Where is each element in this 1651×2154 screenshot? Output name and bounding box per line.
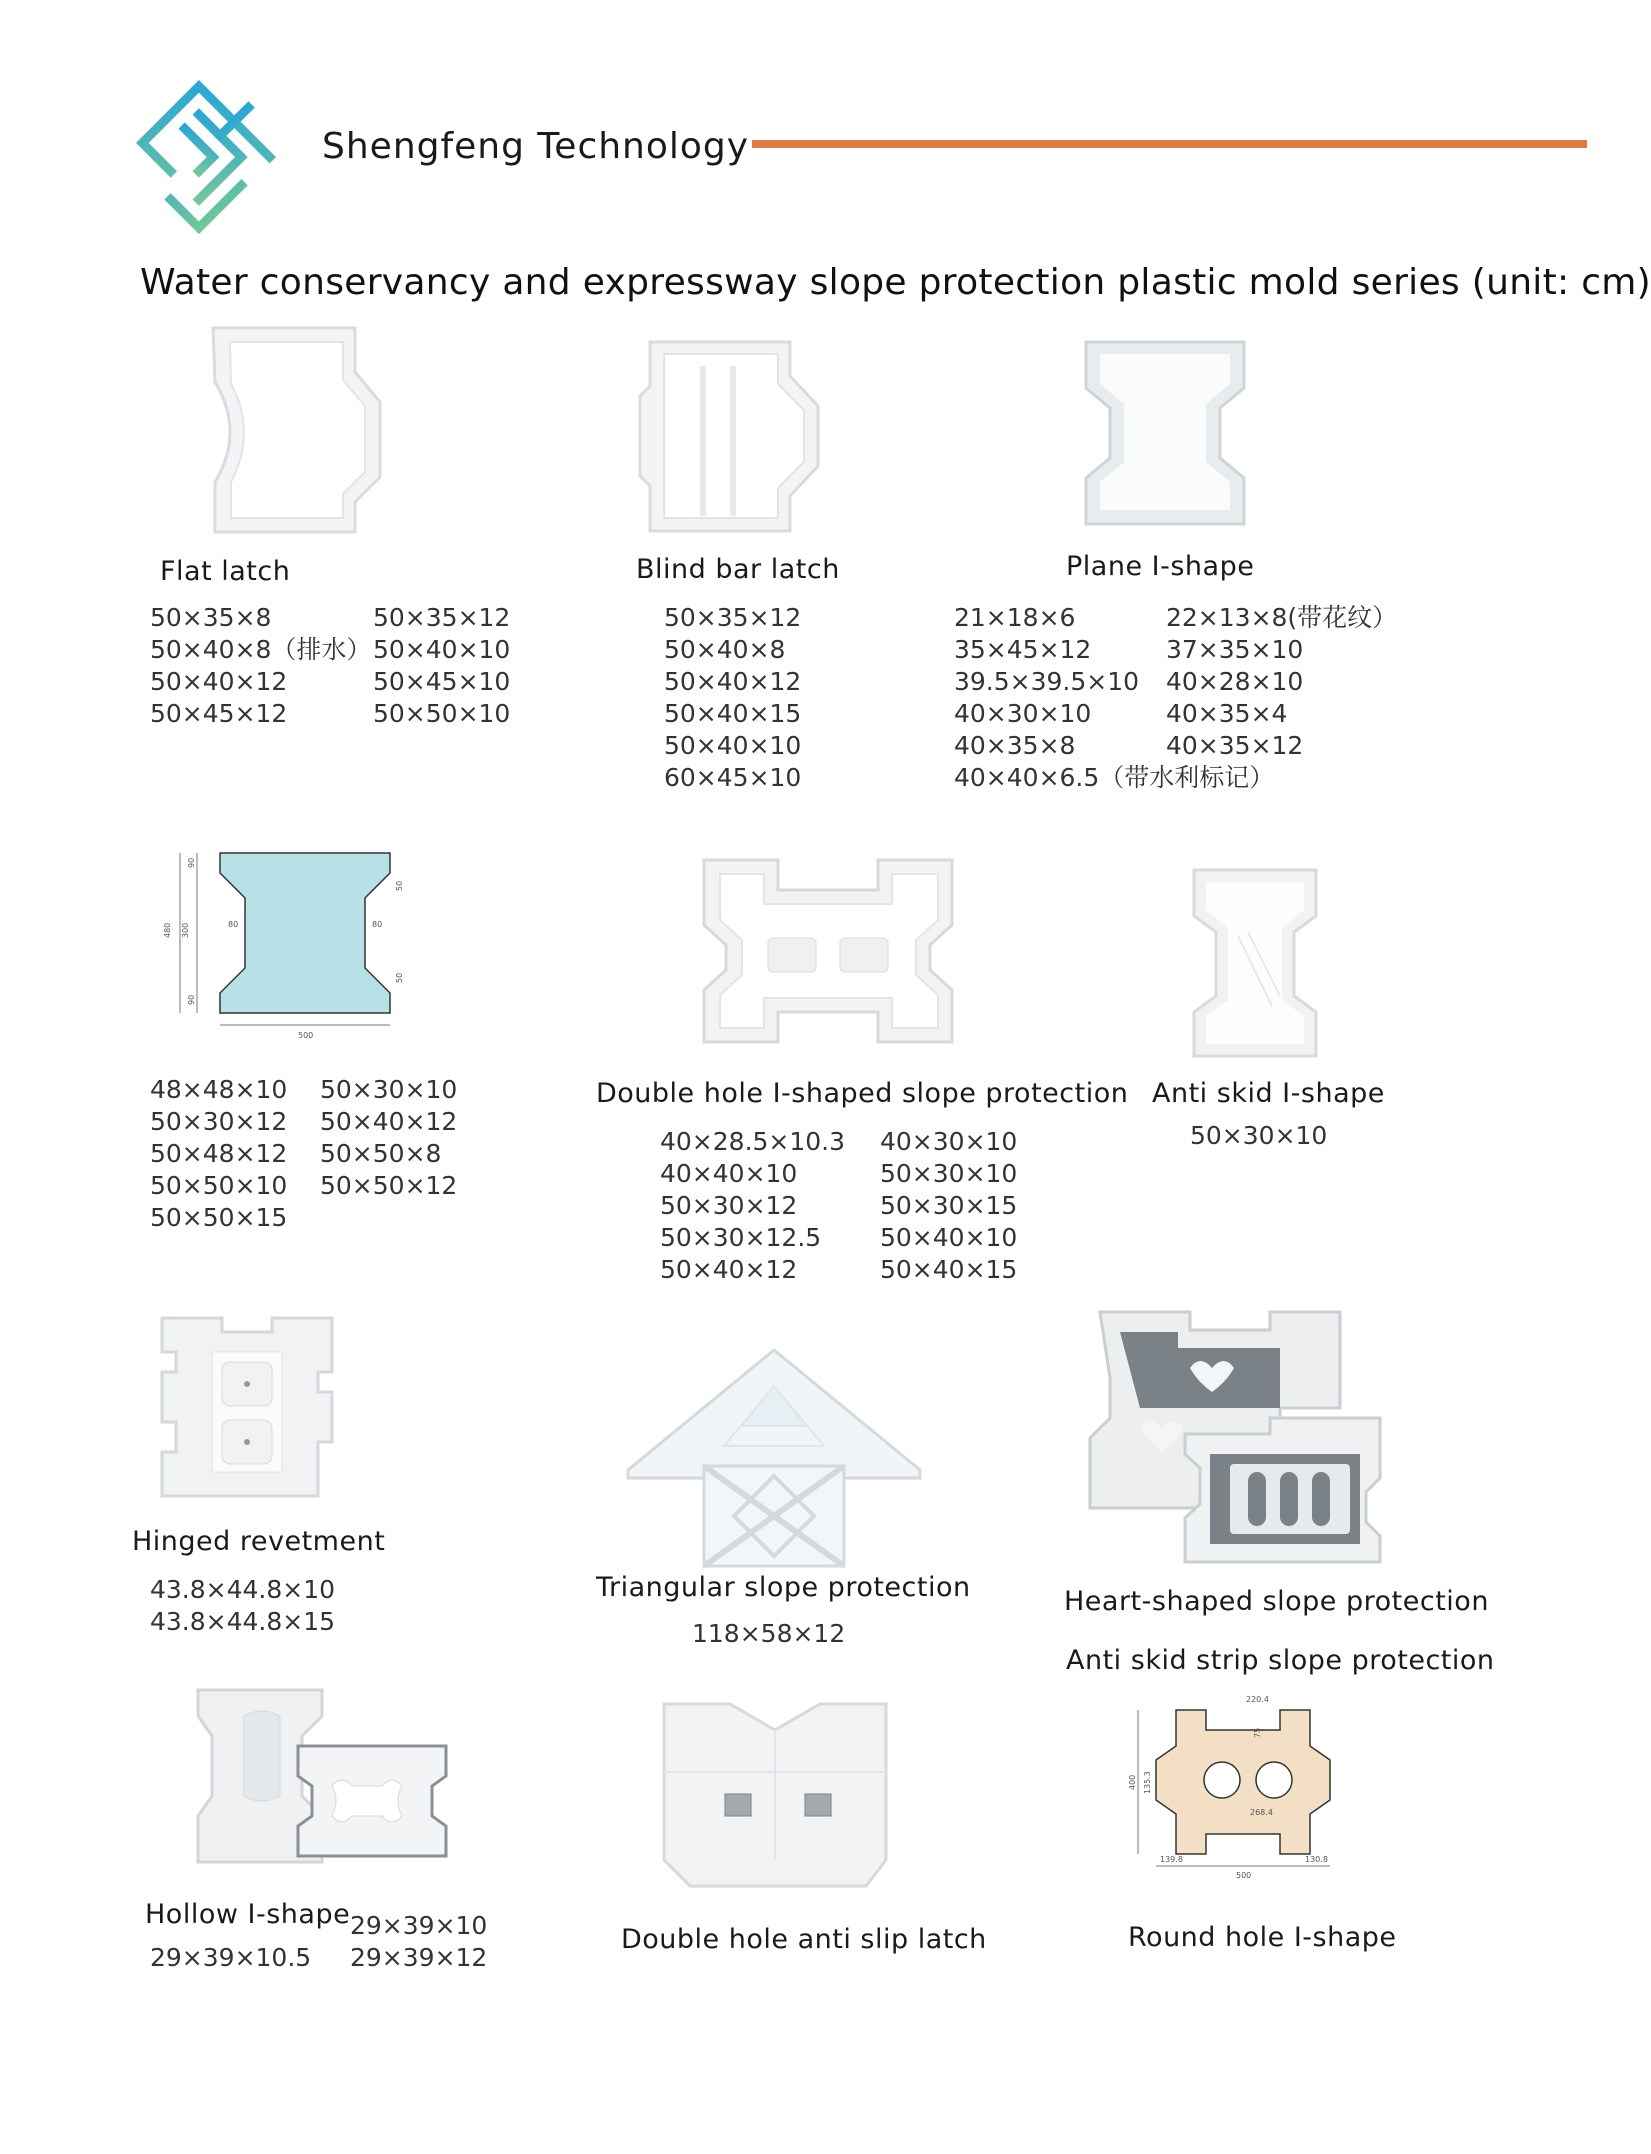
size-item: 50×40×10 — [373, 635, 511, 664]
hollow-i-shape-label: Hollow I-shape — [145, 1899, 351, 1930]
double-hole-i-shaped-sizes-col1 — [660, 1126, 845, 1286]
page-title: Water conservancy and expressway slope protection plastic mold series (unit: cm) — [140, 262, 1651, 303]
flat-latch-sizes-col1 — [150, 602, 371, 730]
size-item: 40×35×4 — [1166, 699, 1288, 728]
size-item: 60×45×10 — [664, 763, 802, 792]
triangular-slope-protection-label: Triangular slope protection — [596, 1572, 971, 1603]
size-item: 35×45×12 — [954, 635, 1092, 664]
size-item: 50×50×10 — [373, 699, 511, 728]
size-item: 50×30×12.5 — [660, 1223, 822, 1252]
size-item: 29×39×12 — [350, 1943, 488, 1972]
size-item: 40×40×10 — [660, 1159, 798, 1188]
size-item: 50×45×12 — [150, 699, 288, 728]
dimension-text: 90 — [187, 857, 196, 868]
size-item: 40×35×12 — [1166, 731, 1304, 760]
size-item: 43.8×44.8×15 — [150, 1607, 336, 1636]
size-item: 50×50×10 — [150, 1171, 288, 1200]
size-item: 50×30×15 — [880, 1191, 1018, 1220]
i-shape-sizes-col2 — [320, 1074, 457, 1202]
dimension-text: 80 — [372, 920, 383, 929]
round-hole-i-shape-drawing — [1130, 1690, 1360, 1880]
size-item: 50×40×10 — [880, 1223, 1018, 1252]
dimension-text: 75 — [1253, 1727, 1262, 1738]
anti-skid-i-shape-image — [1188, 866, 1322, 1060]
dimension-text: 135.3 — [1143, 1771, 1152, 1794]
size-item: 50×50×15 — [150, 1203, 288, 1232]
anti-skid-strip-slope-protection-label: Anti skid strip slope protection — [1066, 1645, 1495, 1676]
triangular-slope-protection-image — [624, 1346, 924, 1571]
plane-i-shape-sizes-col2 — [1166, 602, 1397, 762]
size-item: 50×35×8 — [150, 603, 272, 632]
size-item: 40×40×6.5（带水利标记） — [954, 763, 1275, 792]
size-item: 50×30×12 — [660, 1191, 798, 1220]
i-shape-drawing — [160, 843, 415, 1043]
heart-shaped-slope-protection-label: Heart-shaped slope protection — [1064, 1586, 1489, 1617]
header-accent-rule — [752, 140, 1587, 148]
size-item: 48×48×10 — [150, 1075, 288, 1104]
size-item: 50×30×10 — [1190, 1121, 1328, 1150]
dimension-text: 130.8 — [1305, 1855, 1328, 1864]
size-item: 50×45×10 — [373, 667, 511, 696]
size-item: 50×35×12 — [664, 603, 802, 632]
size-item: 50×40×8（排水） — [150, 635, 372, 664]
size-item: 50×40×12 — [320, 1107, 458, 1136]
double-hole-i-shaped-image — [698, 850, 958, 1050]
size-item: 40×30×10 — [880, 1127, 1018, 1156]
size-item: 50×40×15 — [664, 699, 802, 728]
size-item: 22×13×8(带花纹） — [1166, 603, 1398, 632]
size-item: 40×28×10 — [1166, 667, 1304, 696]
dimension-text: 90 — [187, 994, 196, 1005]
logo — [126, 70, 286, 230]
dimension-text: 220.4 — [1246, 1695, 1269, 1704]
size-item: 39.5×39.5×10 — [954, 667, 1140, 696]
size-item: 40×28.5×10.3 — [660, 1127, 846, 1156]
dimension-text: 268.4 — [1250, 1808, 1273, 1817]
size-item: 50×40×15 — [880, 1255, 1018, 1284]
dimension-text: 500 — [1236, 1871, 1252, 1880]
blind-bar-latch-label: Blind bar latch — [636, 554, 840, 585]
brand-name: Shengfeng Technology — [322, 126, 750, 167]
size-item: 50×50×8 — [320, 1139, 442, 1168]
hinged-revetment-image — [152, 1312, 342, 1502]
i-shape-sizes-col1 — [150, 1074, 287, 1234]
size-item: 118×58×12 — [692, 1619, 846, 1648]
double-hole-i-shaped-sizes-col2 — [880, 1126, 1017, 1286]
size-item: 43.8×44.8×10 — [150, 1575, 336, 1604]
size-item: 50×40×12 — [150, 667, 288, 696]
size-item: 29×39×10 — [350, 1911, 488, 1940]
plane-i-shape-image — [1080, 338, 1250, 528]
anti-skid-i-shape-sizes — [1190, 1120, 1327, 1152]
size-item: 21×18×6 — [954, 603, 1076, 632]
flat-latch-image — [205, 322, 385, 537]
dimension-text: 139.8 — [1160, 1855, 1183, 1864]
double-hole-anti-slip-latch-label: Double hole anti slip latch — [621, 1924, 987, 1955]
size-item: 50×40×8 — [664, 635, 786, 664]
size-item: 50×35×12 — [373, 603, 511, 632]
size-item: 37×35×10 — [1166, 635, 1304, 664]
size-item: 40×35×8 — [954, 731, 1076, 760]
double-hole-i-shaped-label: Double hole I-shaped slope protection — [596, 1078, 1129, 1109]
plane-i-shape-label: Plane I-shape — [1066, 551, 1255, 582]
size-item: 50×40×10 — [664, 731, 802, 760]
hollow-i-shape-sizes-col2 — [350, 1910, 487, 1974]
blind-bar-latch-image — [640, 336, 825, 536]
dimension-text: 80 — [228, 920, 239, 929]
size-item: 50×30×12 — [150, 1107, 288, 1136]
size-item: 50×40×12 — [664, 667, 802, 696]
dimension-text: 300 — [181, 922, 190, 938]
size-item: 50×50×12 — [320, 1171, 458, 1200]
flat-latch-label: Flat latch — [160, 556, 291, 587]
flat-latch-sizes-col2 — [373, 602, 510, 730]
dimension-text: 400 — [1128, 1774, 1137, 1790]
dimension-text: 480 — [163, 922, 172, 938]
heart-shaped-slope-protection-image — [1080, 1308, 1400, 1568]
size-item: 29×39×10.5 — [150, 1943, 312, 1972]
hollow-i-shape-sizes-col1 — [150, 1942, 311, 1974]
hinged-revetment-label: Hinged revetment — [132, 1526, 386, 1557]
hinged-revetment-sizes — [150, 1574, 335, 1638]
dimension-text: 50 — [395, 972, 404, 983]
dimension-text: 50 — [395, 880, 404, 891]
blind-bar-latch-sizes — [664, 602, 801, 794]
size-item: 40×30×10 — [954, 699, 1092, 728]
size-item: 50×30×10 — [320, 1075, 458, 1104]
size-item: 50×30×10 — [880, 1159, 1018, 1188]
triangular-slope-protection-sizes — [692, 1618, 845, 1650]
double-hole-anti-slip-latch-image — [660, 1700, 890, 1890]
hollow-i-shape-image — [192, 1686, 452, 1866]
round-hole-i-shape-label: Round hole I-shape — [1128, 1922, 1397, 1953]
dimension-text: 500 — [298, 1031, 314, 1040]
size-item: 50×48×12 — [150, 1139, 288, 1168]
anti-skid-i-shape-label: Anti skid I-shape — [1152, 1078, 1385, 1109]
size-item: 50×40×12 — [660, 1255, 798, 1284]
